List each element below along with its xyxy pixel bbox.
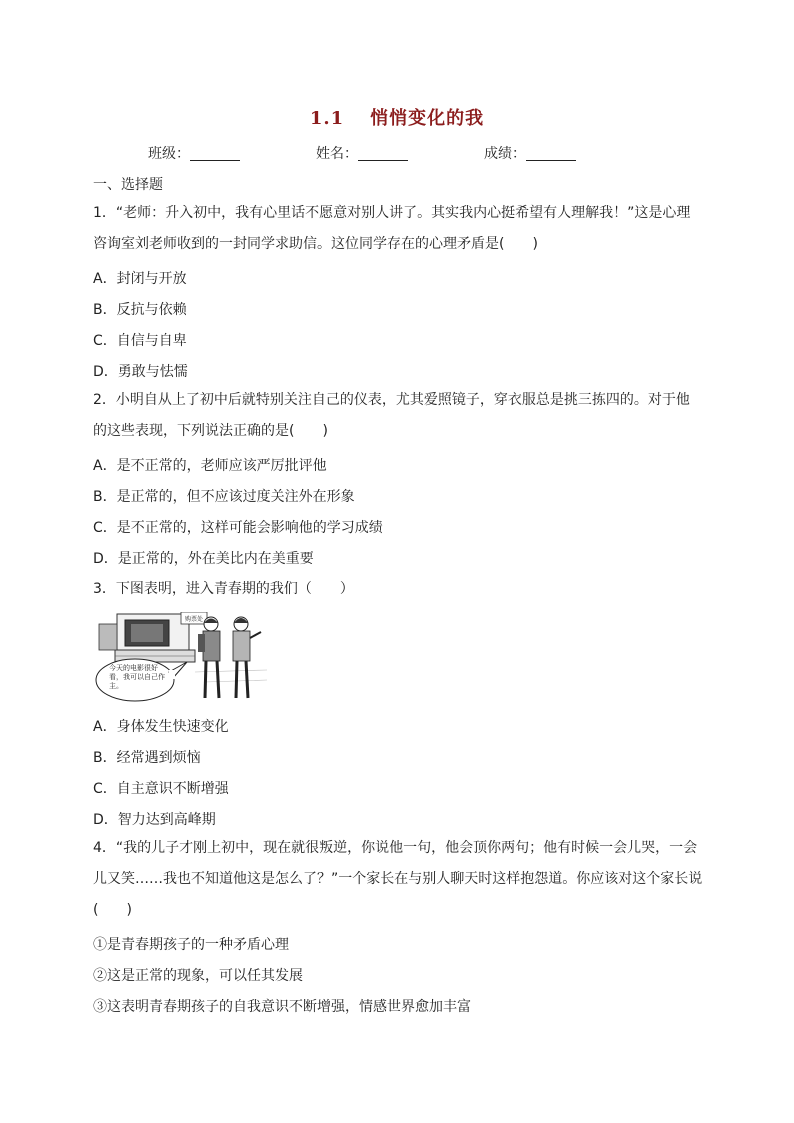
ticket-sign-text: 购票处: [184, 616, 204, 623]
score-label: 成绩：: [484, 146, 526, 162]
name-field: [316, 143, 408, 163]
class-blank[interactable]: [190, 146, 240, 161]
question-3-option-a[interactable]: A．身体发生快速变化: [93, 719, 229, 735]
question-1-option-d[interactable]: D．勇敢与怯懦: [93, 364, 188, 380]
title-number: 1.1: [309, 108, 345, 129]
question-1-option-b[interactable]: B．反抗与依赖: [93, 302, 187, 318]
class-label: 班级：: [148, 146, 190, 162]
question-3-option-b[interactable]: B．经常遇到烦恼: [93, 750, 201, 766]
question-2-option-a[interactable]: A．是不正常的，老师应该严厉批评他: [93, 458, 327, 474]
question-2-option-d[interactable]: D．是正常的，外在美比内在美重要: [93, 551, 314, 567]
question-4-text: 4．“我的儿子才刚上初中，现在就很叛逆，你说他一句，他会顶你两句；他有时候一会儿哭，一会儿又笑……我也不知道他这是怎么了？”一个家长在与别人聊天时这样抱怨道。你应该对这个家长说 ( ): [93, 840, 731, 918]
question-2-text: 2．小明自从上了初中后就特别关注自己的仪表，尤其爱照镜子，穿衣服总是挑三拣四的。对于他的这些表现，下列说法正确的是( ): [93, 392, 690, 439]
class-field: [148, 143, 240, 163]
question-1-option-c[interactable]: C．自信与自卑: [93, 333, 187, 349]
question-4-statement-1: ①是青春期孩子的一种矛盾心理: [93, 937, 289, 953]
name-blank[interactable]: [358, 146, 408, 161]
title-text: 悄悄变化的我: [370, 108, 485, 129]
question-1-option-a[interactable]: A．封闭与开放: [93, 271, 187, 287]
score-field: [484, 143, 576, 163]
section-heading: 一、选择题: [93, 177, 163, 193]
score-blank[interactable]: [526, 146, 576, 161]
speech-bubble-text: 今天的电影很好看，我可以自己作主。: [109, 664, 165, 690]
question-4-statement-2: ②这是正常的现象，可以任其发展: [93, 968, 303, 984]
question-3-illustration: [95, 612, 269, 704]
question-2-option-b[interactable]: B．是正常的，但不应该过度关注外在形象: [93, 489, 355, 505]
name-label: 姓名：: [316, 146, 358, 162]
question-2-option-c[interactable]: C．是不正常的，这样可能会影响他的学习成绩: [93, 520, 383, 536]
question-3-text: 3．下图表明，进入青春期的我们（ ）: [93, 581, 354, 597]
question-3-option-d[interactable]: D．智力达到高峰期: [93, 812, 216, 828]
page-title: [0, 104, 794, 130]
question-3-option-c[interactable]: C．自主意识不断增强: [93, 781, 229, 797]
question-1-text: 1．“老师：升入初中，我有心里话不愿意对别人讲了。其实我内心挺希望有人理解我！”这是心理咨询室刘老师收到的一封同学求助信。这位同学存在的心理矛盾是( ): [93, 205, 691, 252]
question-4-statement-3: ③这表明青春期孩子的自我意识不断增强，情感世界愈加丰富: [93, 999, 471, 1015]
